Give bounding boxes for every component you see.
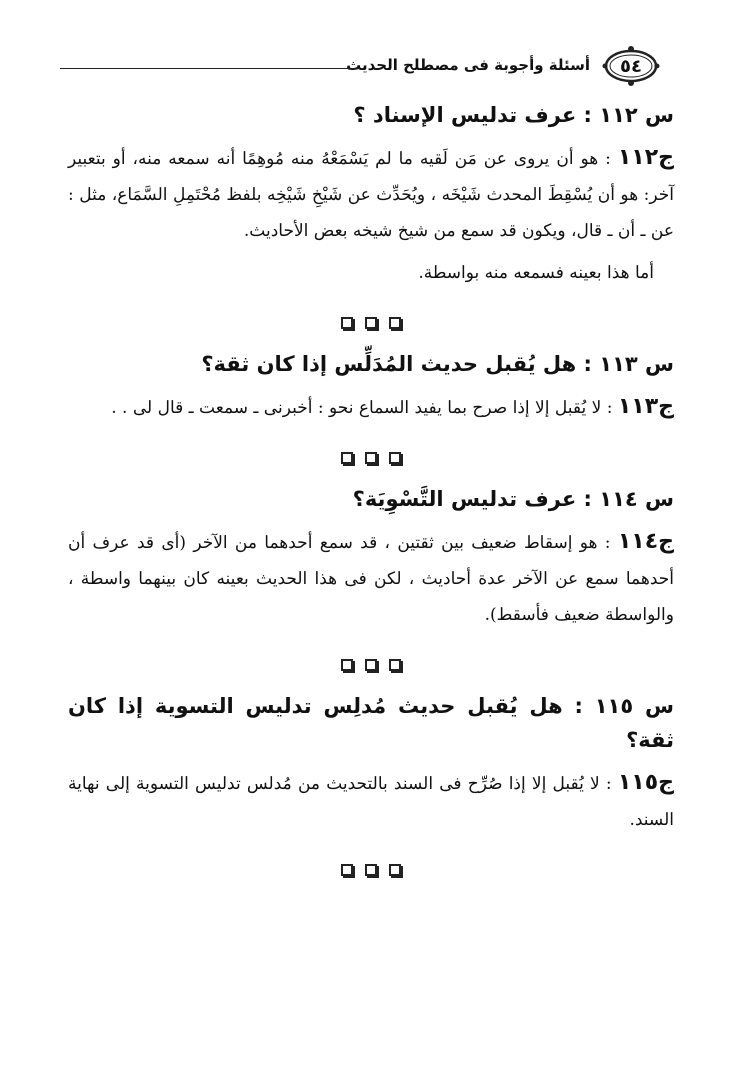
answer-tag: ج١١٣ xyxy=(617,394,674,419)
square-ornament-icon xyxy=(389,659,401,671)
page-number: ٥٤ xyxy=(620,55,642,77)
square-ornament-icon xyxy=(341,317,353,329)
section-separator xyxy=(68,452,674,464)
square-ornament-icon xyxy=(389,317,401,329)
answer-tag: ج١١٤ xyxy=(617,529,674,554)
section-separator xyxy=(68,864,674,876)
answer-114 xyxy=(68,524,674,633)
answer-115 xyxy=(68,765,674,838)
answer-112 xyxy=(68,140,674,249)
section-separator xyxy=(68,659,674,671)
page-content xyxy=(68,98,674,894)
answer-tag: ج١١٢ xyxy=(617,145,674,170)
running-title: أسئلة وأجوبة فى مصطلح الحديث xyxy=(346,56,590,74)
answer-text: : لا يُقبل إلا إذا صُرِّح فى السند بالتحديث من مُدلس تدليس التسوية إلى نهاية السند. xyxy=(68,774,674,830)
answer-text: : هو إسقاط ضعيف بين ثقتين ، قد سمع أحدهما من الآخر (أى قد عرف أن أحدهما سمع عن الآخر عدة أحاديث ، لكن فى هذا الحديث بعينه كان بينهما واسطة ، والواسطة ضعيف فأسقط). xyxy=(68,533,674,625)
answer-113 xyxy=(68,389,674,426)
square-ornament-icon xyxy=(365,659,377,671)
page-header xyxy=(60,40,660,90)
square-ornament-icon xyxy=(341,452,353,464)
answer-text: : هو أن يروى عن مَن لَقيه ما لم يَسْمَعْهُ منه مُوهِمًا أنه سمعه منه، أو بتعبير آخر: هو أن يُسْقِطَ المحدث شَيْخَه ، ويُحَدِّث عن شَيْخِ شَيْخِه بلفظ مُحْتَمِلِ السَّمَاع، مثل : عن ـ أن ـ قال، ويكون قد سمع من شيخ شيخه بعض الأحاديث. xyxy=(68,149,674,241)
question-113: س ١١٣ : هل يُقبل حديث المُدَلِّس إذا كان ثقة؟ xyxy=(201,352,674,376)
square-ornament-icon xyxy=(365,317,377,329)
square-ornament-icon xyxy=(365,864,377,876)
square-ornament-icon xyxy=(389,864,401,876)
answer-tag: ج١١٥ xyxy=(617,770,675,795)
square-ornament-icon xyxy=(341,659,353,671)
square-ornament-icon xyxy=(341,864,353,876)
question-114: س ١١٤ : عرف تدليس التَّسْوِيَة؟ xyxy=(352,487,674,511)
section-separator xyxy=(68,317,674,329)
square-ornament-icon xyxy=(389,452,401,464)
square-ornament-icon xyxy=(365,452,377,464)
answer-note: أما هذا بعينه فسمعه منه بواسطة. xyxy=(418,263,654,283)
question-112: س ١١٢ : عرف تدليس الإسناد ؟ xyxy=(353,103,674,127)
page-number-ornament xyxy=(602,46,660,86)
header-rule xyxy=(60,68,360,69)
answer-text: : لا يُقبل إلا إذا صرح بما يفيد السماع نحو : أخبرنى ـ سمعت ـ قال لى . . xyxy=(111,398,613,418)
question-115: س ١١٥ : هل يُقبل حديث مُدلِس تدليس التسوية إذا كان ثقة؟ xyxy=(68,694,674,752)
